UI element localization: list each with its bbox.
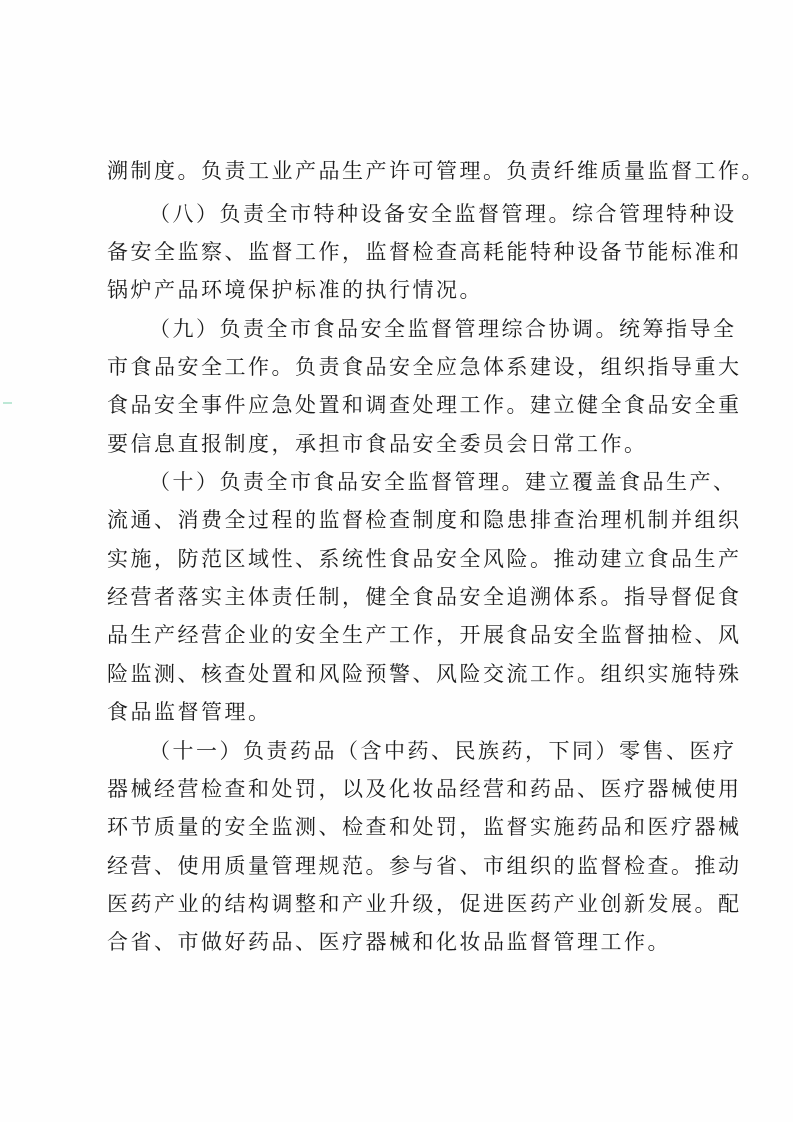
text-line: 品生产经营企业的安全生产工作，开展食品安全监督抽检、风 bbox=[107, 623, 742, 647]
text-line: 要信息直报制度，承担市食品安全委员会日常工作。 bbox=[107, 432, 648, 456]
text-line: 溯制度。负责工业产品生产许可管理。负责纤维质量监督工作。 bbox=[107, 159, 765, 183]
text-line: 器械经营检查和处罚，以及化妆品经营和药品、医疗器械使用 bbox=[107, 777, 742, 801]
scan-artifact-mark bbox=[3, 402, 12, 404]
text-line: 经营、使用质量管理规范。参与省、市组织的监督检查。推动 bbox=[107, 854, 742, 878]
text-line: 食品安全事件应急处置和调查处理工作。建立健全食品安全重 bbox=[107, 393, 742, 417]
text-line: 险监测、核查处置和风险预警、风险交流工作。组织实施特殊 bbox=[107, 662, 742, 686]
text-line: （九）负责全市食品安全监督管理综合协调。统筹指导全 bbox=[149, 317, 737, 341]
text-line: 流通、消费全过程的监督检查制度和隐患排查治理机制并组织 bbox=[107, 508, 742, 532]
text-line: （八）负责全市特种设备安全监督管理。综合管理特种设 bbox=[149, 202, 737, 226]
text-line: 锅炉产品环境保护标准的执行情况。 bbox=[107, 278, 483, 302]
text-line: （十）负责全市食品安全监督管理。建立覆盖食品生产、 bbox=[149, 470, 737, 494]
text-line: 环节质量的安全监测、检查和处罚，监督实施药品和医疗器械 bbox=[107, 815, 742, 839]
text-line: （十一）负责药品（含中药、民族药，下同）零售、医疗 bbox=[149, 739, 737, 763]
text-line: 备安全监察、监督工作，监督检查高耗能特种设备节能标准和 bbox=[107, 240, 742, 264]
text-line: 实施，防范区域性、系统性食品安全风险。推动建立食品生产 bbox=[107, 547, 742, 571]
text-line: 经营者落实主体责任制，健全食品安全追溯体系。指导督促食 bbox=[107, 585, 742, 609]
text-line: 合省、市做好药品、医疗器械和化妆品监督管理工作。 bbox=[107, 930, 671, 954]
text-line: 医药产业的结构调整和产业升级，促进医药产业创新发展。配 bbox=[107, 892, 742, 916]
text-line: 市食品安全工作。负责食品安全应急体系建设，组织指导重大 bbox=[107, 355, 742, 379]
text-line: 食品监督管理。 bbox=[107, 700, 272, 724]
